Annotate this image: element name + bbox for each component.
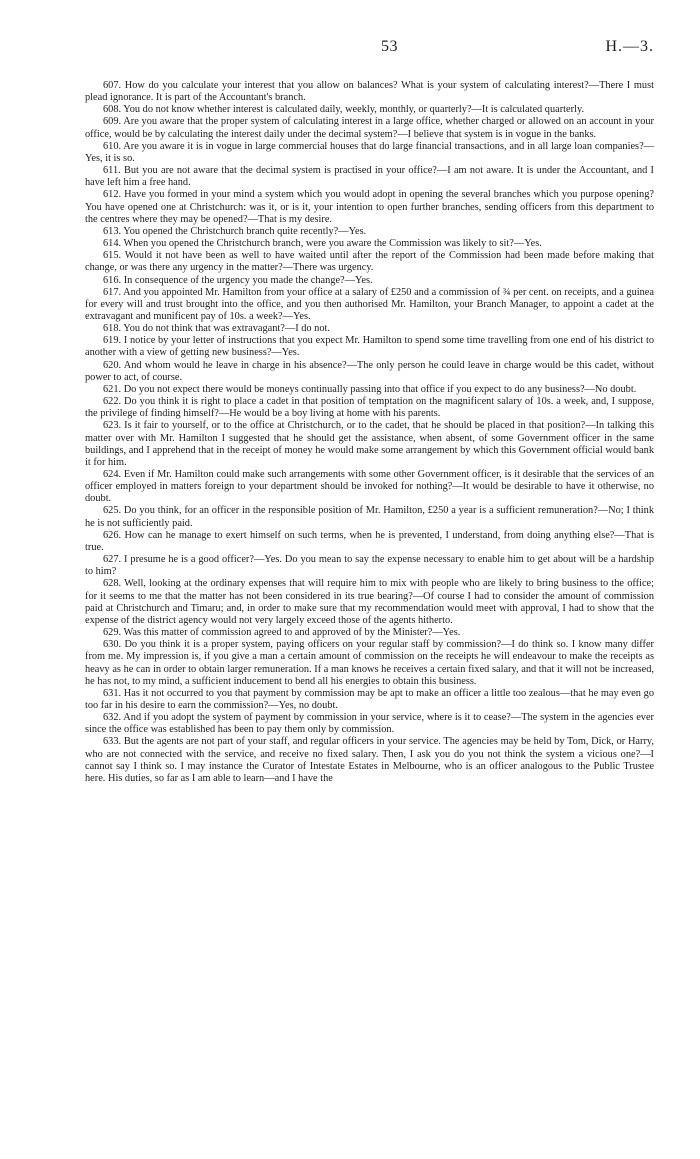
evidence-paragraph: 624. Even if Mr. Hamilton could make such arrangements with some other Government officer, is it desirable that the services of an officer employed in matters foreign to your department should be invoked for nothing?—It would be desirable to have it otherwise, no doubt. bbox=[85, 469, 654, 505]
evidence-paragraph: 613. You opened the Christchurch branch quite recently?—Yes. bbox=[103, 225, 367, 237]
evidence-paragraph: 609. Are you aware that the proper system of calculating interest in a large office, whether charged or allowed on an account in your office, would be by calculating the interest daily under the decimal system?—I believe that system is in vogue in the banks. bbox=[85, 116, 654, 140]
evidence-paragraph: 617. And you appointed Mr. Hamilton from your office at a salary of £250 and a commission of ¾ per cent. on receipts, and a guinea for every will and trust brought into the office, and you then authorised Mr. Hamilton, your Branch Manager, to appoint a cadet at the extravagant and munificent pay of 10s. a week?—Yes. bbox=[85, 286, 654, 322]
evidence-paragraph: 626. How can he manage to exert himself on such terms, when he is prevented, I understand, from doing anything else?—That is true. bbox=[85, 529, 654, 553]
evidence-paragraph: 621. Do you not expect there would be moneys continually passing into that office if you expect to do any business?—No doubt. bbox=[103, 383, 637, 395]
page-number: 53 bbox=[381, 38, 398, 55]
evidence-paragraph: 616. In consequence of the urgency you made the change?—Yes. bbox=[103, 274, 373, 286]
evidence-paragraph: 628. Well, looking at the ordinary expenses that will require him to mix with people who are likely to bring business to the office; for it seems to me that the matter has not been considered in its true bearing?—Of course I had to consider the amount of commission paid at Christchurch and Timaru; and, in order to make sure that my recommendation would meet with approval, I had to show that the expense of the district agency would not very largely exceed those of the agents hitherto. bbox=[85, 578, 654, 626]
evidence-paragraph: 630. Do you think it is a proper system, paying officers on your regular staff by commission?—I do think so. I know many differ from me. My impression is, if you give a man a certain amount of commission on the receipts he will endeavour to make the receipts as heavy as he can in order to obtain larger remuneration. If a man knows he receives a certain fixed salary, and that it will not be increased, he has not, to my mind, a sufficient inducement to bend all his energies to obtain this business. bbox=[85, 639, 654, 687]
evidence-paragraph: 627. I presume he is a good officer?—Yes. Do you mean to say the expense necessary to enable him to get about will be a hardship to him? bbox=[85, 554, 654, 578]
evidence-text bbox=[85, 80, 654, 785]
evidence-paragraph: 615. Would it not have been as well to have waited until after the report of the Commission had been made before making that change, or was there any urgency in the matter?—There was urgency. bbox=[85, 250, 654, 274]
evidence-paragraph: 631. Has it not occurred to you that payment by commission may be apt to make an officer a little too zealous—that he may even go too far in his desire to earn the commission?—Yes, no doubt. bbox=[85, 687, 654, 711]
page-header bbox=[85, 38, 654, 68]
evidence-paragraph: 618. You do not think that was extravagant?—I do not. bbox=[103, 323, 330, 335]
evidence-paragraph: 607. How do you calculate your interest that you allow on balances? What is your system of calculating interest?—There I must plead ignorance. It is part of the Accountant's branch. bbox=[85, 80, 654, 104]
evidence-paragraph: 622. Do you think it is right to place a cadet in that position of temptation on the magnificent salary of 10s. a week, and, I suppose, the privilege of finding himself?—He would be a boy living at home with his parents. bbox=[85, 396, 654, 420]
evidence-paragraph: 610. Are you aware it is in vogue in large commercial houses that do large financial transactions, and in all large loan companies?—Yes, it is so. bbox=[85, 140, 654, 164]
evidence-paragraph: 619. I notice by your letter of instructions that you expect Mr. Hamilton to spend some time travelling from one end of his district to another with a view of getting new business?—Yes. bbox=[85, 335, 654, 359]
evidence-paragraph: 620. And whom would he leave in charge in his absence?—The only person he could leave in charge would be this cadet, without power to act, of course. bbox=[85, 359, 654, 383]
evidence-paragraph: 611. But you are not aware that the decimal system is practised in your office?—I am not aware. It is under the Accountant, and I have left him a free hand. bbox=[85, 165, 654, 189]
evidence-paragraph: 608. You do not know whether interest is calculated daily, weekly, monthly, or quarterly?—It is calculated quarterly. bbox=[103, 104, 585, 116]
evidence-paragraph: 623. Is it fair to yourself, or to the office at Christchurch, or to the cadet, that he should be placed in that position?—In talking this matter over with Mr. Hamilton I suggested that he should get the assistance, when absent, of some Government officer in the same buildings, and I apprehend that in the receipt of money he would make some arrangement by which this Government official would bank it for him. bbox=[85, 420, 654, 468]
evidence-paragraph: 633. But the agents are not part of your staff, and regular officers in your service. The agencies may be held by Tom, Dick, or Harry, who are not connected with the service, and receive no fixed salary. Then, I ask you do you not think the system a vicious one?—I cannot say I think so. I may instance the Curator of Intestate Estates in Melbourne, who is an officer analogous to the Public Trustee here. His duties, so far as I am able to learn—and I have the bbox=[85, 736, 654, 784]
evidence-paragraph: 629. Was this matter of commission agreed to and approved of by the Minister?—Yes. bbox=[103, 627, 461, 639]
evidence-paragraph: 625. Do you think, for an officer in the responsible position of Mr. Hamilton, £250 a year is a sufficient remuneration?—No; I think he is not sufficiently paid. bbox=[85, 505, 654, 529]
document-reference: H.—3. bbox=[605, 38, 654, 55]
evidence-paragraph: 614. When you opened the Christchurch branch, were you aware the Commission was likely to sit?—Yes. bbox=[103, 238, 542, 250]
evidence-paragraph: 632. And if you adopt the system of payment by commission in your service, where is it to cease?—The system in the agencies ever since the office was established has been to pay them only by commission. bbox=[85, 712, 654, 736]
evidence-paragraph: 612. Have you formed in your mind a system which you would adopt in opening the several branches which you purpose opening? You have opened one at Christchurch: was it, or is it, your intention to open further branches, sending officers from this department to the centres where they may be opened?—That is my desire. bbox=[85, 189, 654, 225]
